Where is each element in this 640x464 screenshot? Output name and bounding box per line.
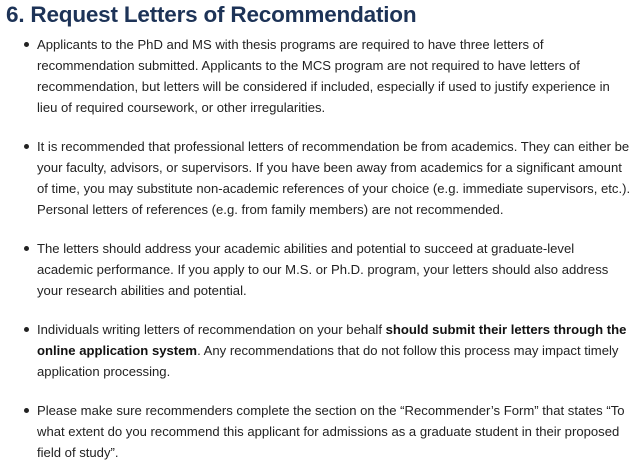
bullet-text — [37, 400, 639, 463]
bullet-dot — [24, 42, 29, 47]
text-line: field of study”. — [37, 445, 119, 460]
text-line — [37, 319, 639, 340]
emphasis-text: online application system — [37, 343, 198, 358]
text-line: application processing. — [37, 364, 171, 379]
plain-text: Individuals writing letters of recommendation on your behalf — [37, 322, 386, 337]
text-line: your research abilities and potential. — [37, 283, 247, 298]
bullet-text — [37, 136, 639, 220]
text-line: It is recommended that professional letters of recommendation be from academics. They can either be — [37, 139, 630, 154]
bullet-dot — [24, 246, 29, 251]
text-line: The letters should address your academic abilities and potential to succeed at graduate-level — [37, 241, 575, 256]
bullet-dot — [24, 408, 29, 413]
bullet-text — [37, 238, 639, 301]
text-line: recommendation, but letters will be considered if included, especially if used to justify experience in — [37, 79, 610, 94]
text-line: Applicants to the PhD and MS with thesis programs are required to have three letters of — [37, 37, 544, 52]
section-heading: 6. Request Letters of Recommendation — [6, 2, 417, 27]
text-line: of time, you may substitute non-academic references of your choice (e.g. immediate supervisors, etc.). — [37, 181, 631, 196]
text-line: your faculty, advisors, or supervisors. If you have been away from academics for a significant amount — [37, 160, 622, 175]
bullet-text — [37, 319, 639, 382]
text-line: academic performance. If you apply to our M.S. or Ph.D. program, your letters should also address — [37, 262, 609, 277]
text-line: what extent do you recommend this applicant for admissions as a graduate student in their proposed — [37, 424, 620, 439]
text-line: Please make sure recommenders complete the section on the “Recommender’s Form” that states “To — [37, 403, 625, 418]
text-line — [37, 340, 639, 361]
text-line: recommendation submitted. Applicants to the MCS program are not required to have letters of — [37, 58, 580, 73]
text-line: Personal letters of references (e.g. from family members) are not recommended. — [37, 202, 504, 217]
bullet-dot — [24, 144, 29, 149]
plain-text: . Any recommendations that do not follow this process may impact timely — [197, 343, 619, 358]
bullet-text — [37, 34, 639, 118]
emphasis-text: should submit their letters through the — [385, 322, 627, 337]
text-line: lieu of required coursework, or other irregularities. — [37, 100, 326, 115]
bullet-dot — [24, 327, 29, 332]
